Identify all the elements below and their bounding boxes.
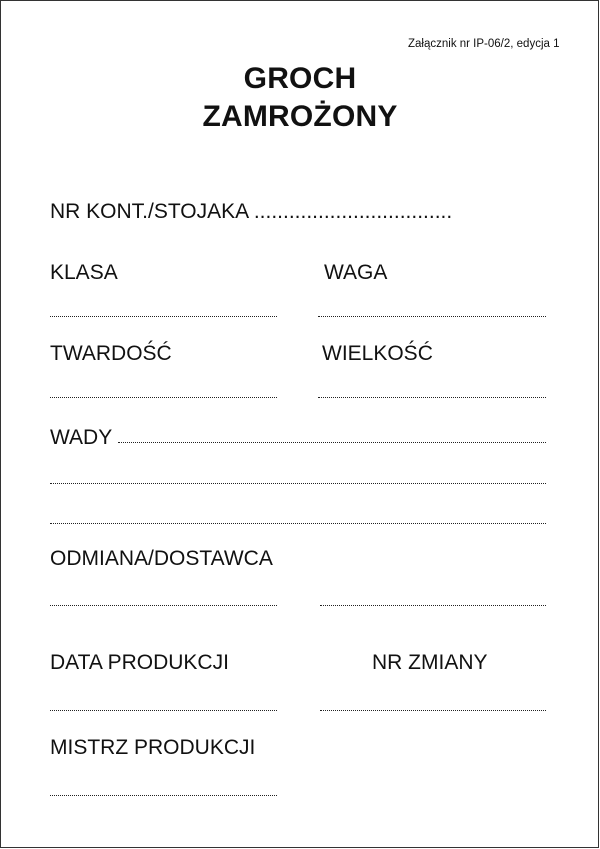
title-line-1: GROCH [243,62,357,95]
container-rack-number-label: NR KONT./STOJAKA .................................. [50,200,453,223]
shift-number-label: NR ZMIANY [372,651,488,674]
size-fill-line[interactable] [318,397,546,398]
defects-fill-line-1[interactable] [118,442,546,443]
production-date-label: DATA PRODUKCJI [50,651,229,674]
title-line-2: ZAMROŻONY [202,100,398,133]
hardness-label: TWARDOŚĆ [50,342,172,365]
class-fill-line[interactable] [50,316,277,317]
weight-label: WAGA [324,261,388,284]
variety-supplier-label: ODMIANA/DOSTAWCA [50,547,273,570]
size-label: WIELKOŚĆ [322,342,433,365]
supplier-fill-line[interactable] [320,605,546,606]
annex-reference: Załącznik nr IP-06/2, edycja 1 [408,38,560,50]
class-label: KLASA [50,261,118,284]
weight-fill-line[interactable] [318,316,546,317]
defects-fill-line-3[interactable] [50,523,546,524]
shift-number-fill-line[interactable] [320,710,546,711]
defects-label: WADY [50,426,113,449]
hardness-fill-line[interactable] [50,397,277,398]
production-date-fill-line[interactable] [50,710,277,711]
defects-fill-line-2[interactable] [50,483,546,484]
production-master-label: MISTRZ PRODUKCJI [50,736,256,759]
production-master-fill-line[interactable] [50,795,277,796]
variety-fill-line[interactable] [50,605,277,606]
